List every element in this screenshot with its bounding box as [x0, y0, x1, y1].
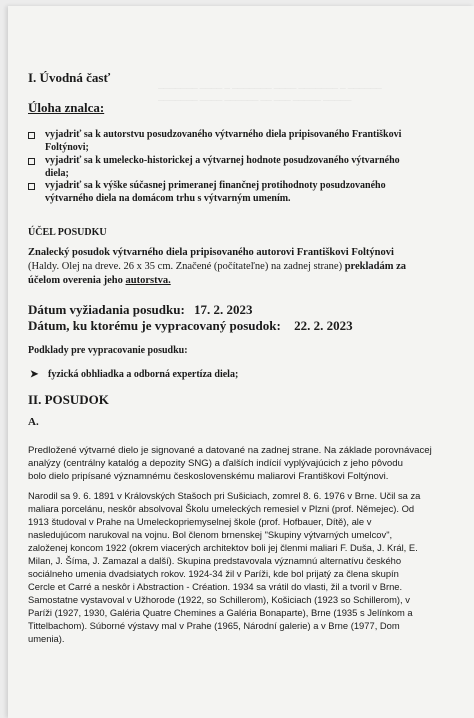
show-through-text: ─────── ──── ────── ── ─── ───── ─────	[158, 96, 352, 105]
purpose-heading: ÚČEL POSUDKU	[28, 227, 107, 238]
purpose-line	[28, 260, 406, 273]
prepared-date-row	[28, 318, 353, 334]
paragraph-line: Narodil sa 9. 6. 1891 v Královských Stašoch pri Sušiciach, zomrel 8. 6. 1976 v Brne. Učil sa za	[28, 490, 421, 501]
paragraph-line: Paríži (1927, 1930, Galéria Quatre Chemines a Galéria Bonaparte), Brne (1935 s Jelínkom a	[28, 607, 413, 618]
paragraph-line: Predložené výtvarné dielo je signované a datované na zadnej strane. Na základe porovnávacej	[28, 445, 432, 456]
section-title: II. POSUDOK	[28, 392, 109, 407]
paragraph-line: umenia).	[28, 633, 65, 644]
task-line: výtvarného diela na domácom trhu s výtvarným umením.	[45, 193, 291, 204]
purpose-line	[28, 274, 171, 287]
purpose-text-underlined: autorstva.	[125, 275, 171, 286]
basis-heading: Podklady pre vypracovanie posudku:	[28, 345, 188, 356]
task-heading: Úloha znalca:	[28, 100, 105, 115]
purpose-text: (Haldy. Olej na dreve. 26 x 35 cm. Značené (počítateľne) na zadnej strane)	[28, 261, 343, 272]
paragraph-line: založenej koncom 1922 (okrem viacerých architektov boli jej členmi maliari F. Duša, J. Král, E.	[28, 542, 418, 553]
task-line: diela;	[45, 168, 69, 179]
show-through-text: ─────── ──── ─ ─────── ──── ─────── ─ ──────	[158, 84, 382, 93]
arrow-bullet-icon: ➤	[30, 369, 39, 380]
request-date-value: 17. 2. 2023	[194, 302, 253, 317]
paragraph-line: nasledujúcom narukoval na vojnu. Bol členom brnenskej "Skupiny výtvarných umelcov",	[28, 529, 393, 540]
task-line: Foltýnovi;	[45, 142, 89, 153]
prepared-date-label: Dátum, ku ktorému je vypracovaný posudok:	[28, 318, 281, 333]
basis-item: fyzická obhliadka a odborná expertíza diela;	[48, 369, 239, 380]
paragraph-line: Tittelbachom). Súborné výstavy mal v Prahe (1965, Národní galerie) a v Brne (1977, Dom	[28, 620, 400, 631]
subsection-label: A.	[28, 416, 39, 428]
task-line: vyjadriť sa k autorstvu posudzovaného výtvarného diela pripisovaného Františkovi	[45, 129, 402, 140]
paragraph-line: sociálneho umenia dvadsiatych rokov. 1924-34 žil v Paríži, kde bol prijatý za člena skupín	[28, 568, 399, 579]
paragraph-line: 1913 študoval v Prahe na Umeleckopriemyselnej škole (prof. Hofbauer, Dítě), ale v	[28, 516, 372, 527]
request-date-row	[28, 302, 253, 318]
paragraph-intro	[28, 444, 458, 483]
paragraph-line: Samostatne vystavoval v Užhorode (1922, so Schillerom), Košiciach (1923 so Schillerom), v	[28, 594, 410, 605]
purpose-line: Znalecký posudok výtvarného diela pripisovaného autorovi Františkovi Foltýnovi	[28, 247, 394, 258]
square-bullet-icon	[28, 158, 35, 165]
paragraph-line: bolo dielo pripísané významnému československému maliarovi Františkovi Foltýnovi.	[28, 471, 389, 482]
paragraph-biography	[28, 489, 458, 645]
task-line: vyjadriť sa k výške súčasnej primeranej finančnej protihodnoty posudzovaného	[45, 180, 386, 191]
purpose-text-bold: účelom overenia jeho	[28, 275, 123, 286]
prepared-date-value: 22. 2. 2023	[294, 318, 353, 333]
purpose-text-bold: prekladám za	[344, 261, 407, 272]
paragraph-line: maliara porcelánu, neskôr absolvoval Školu umeleckých remesiel v Plzni (prof. Němejec). Od	[28, 503, 415, 514]
document-page	[8, 6, 474, 718]
paragraph-line: Milan, J. Šíma, J. Zamazal a další). Skupina predstavovala významnú alternatívu českého	[28, 555, 402, 566]
paragraph-line: analýzy (centrálny katalóg a depozity SNG) a ďalších indícií vyplývajúcich z jeho pôvodu	[28, 458, 403, 469]
task-line: vyjadriť sa k umelecko-historickej a výtvarnej hodnote posudzovaného výtvarného	[45, 155, 400, 166]
section-title: I. Úvodná časť	[28, 70, 111, 85]
request-date-label: Dátum vyžiadania posudku:	[28, 302, 185, 317]
square-bullet-icon	[28, 183, 35, 190]
square-bullet-icon	[28, 132, 35, 139]
paragraph-line: Cercle et Carré a neskôr i Abstraction - Création. 1934 sa vrátil do vlasti, žil a tvoril v Brne.	[28, 581, 403, 592]
